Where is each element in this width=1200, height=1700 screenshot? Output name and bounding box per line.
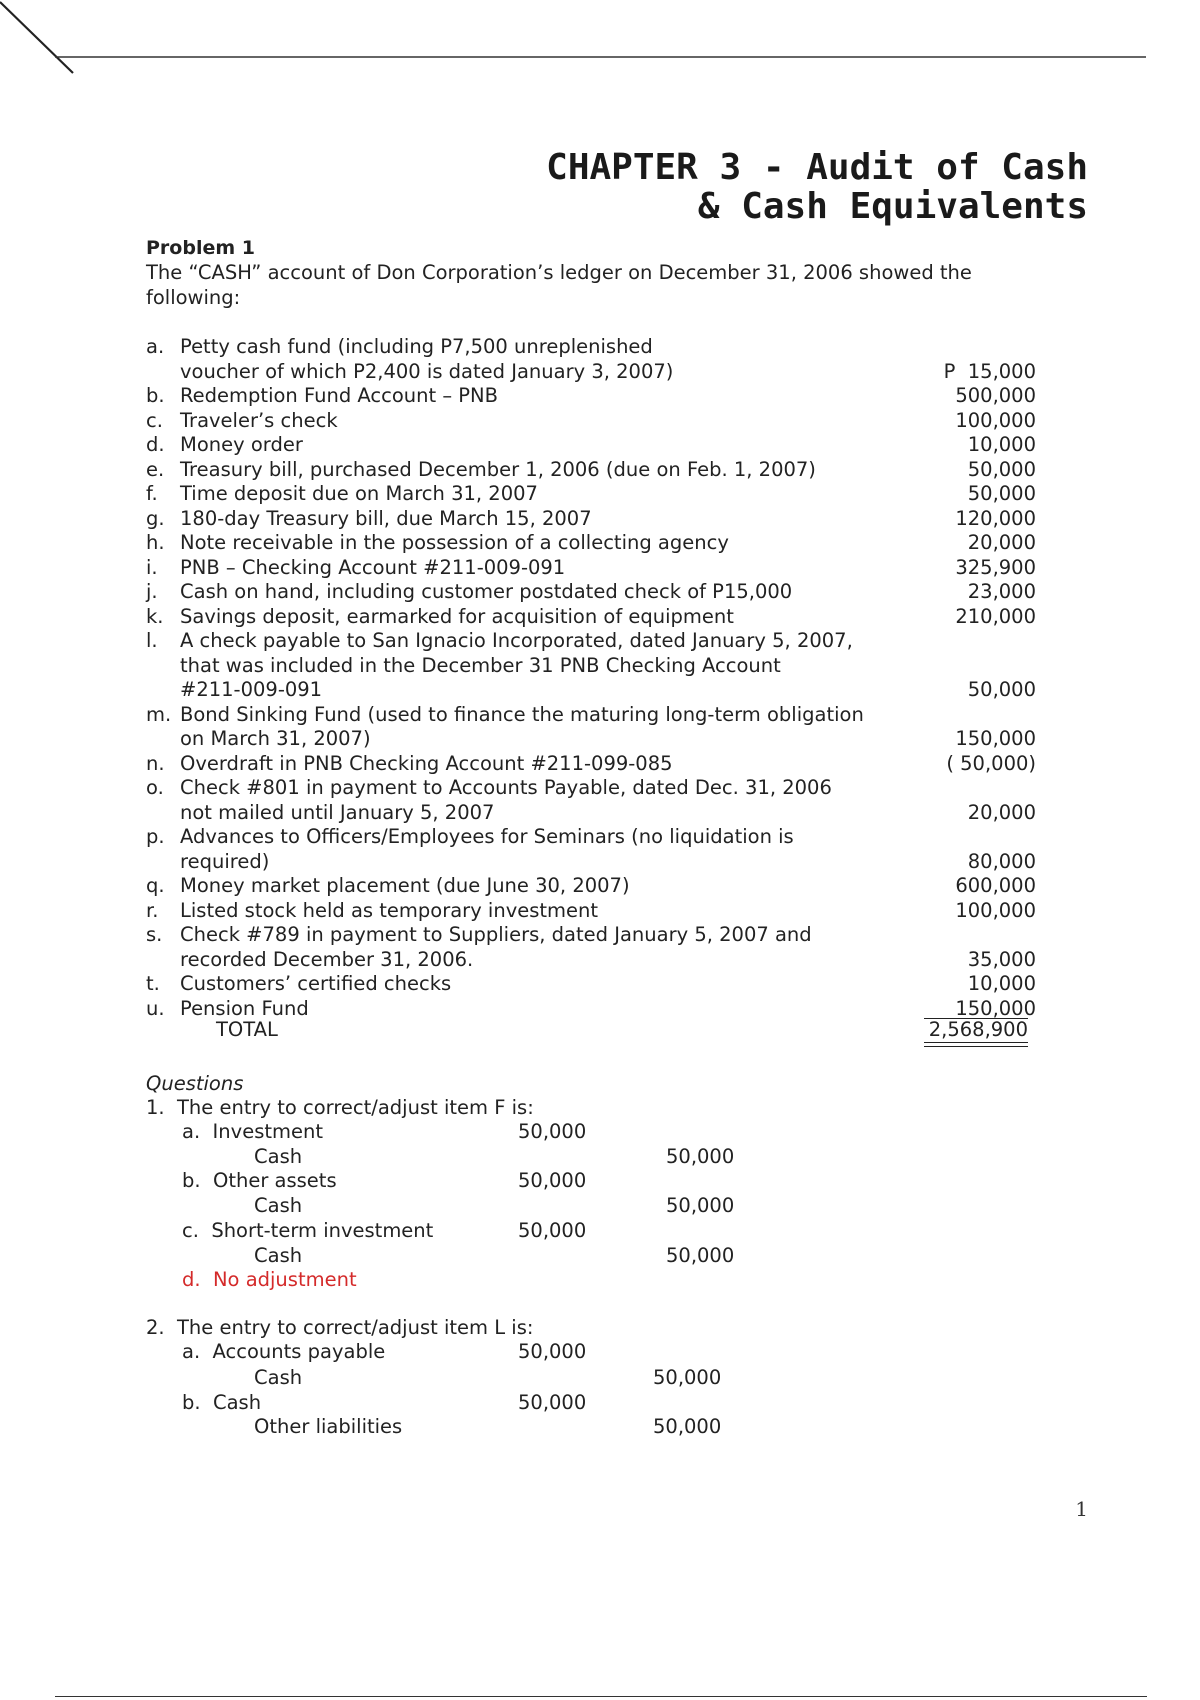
item-amount: 20,000 (967, 800, 1036, 824)
list-item: on March 31, 2007) 150,000 (180, 727, 1036, 750)
chapter-title (546, 148, 1088, 226)
list-item: a. Petty cash fund (including P7,500 unreplenished (146, 335, 653, 358)
problem-intro: The “CASH” account of Don Corporation’s ledger on December 31, 2006 showed the following: (146, 261, 972, 309)
item-amount: 10,000 (967, 433, 1036, 456)
question-1-stem: 1. The entry to correct/adjust item F is: (146, 1096, 534, 1119)
total-label: TOTAL (216, 1018, 278, 1041)
q2-option-b-debit: b. Cash (182, 1391, 262, 1414)
q2-option-a-debit: a. Accounts payable (182, 1340, 386, 1363)
item-amount: 80,000 (967, 849, 1036, 873)
list-item: not mailed until January 5, 2007 20,000 (180, 800, 1036, 824)
item-amount: 35,000 (967, 947, 1036, 971)
q2-option-b-debit-amount: 50,000 (518, 1391, 587, 1414)
item-amount: 325,900 (955, 555, 1036, 579)
item-amount: P 15,000 (943, 359, 1036, 383)
q1-option-b-debit: b. Other assets (182, 1169, 337, 1192)
list-item: m. Bond Sinking Fund (used to finance the maturing long-term obligation (146, 702, 864, 726)
q1-option-c-debit-amount: 50,000 (518, 1219, 587, 1242)
q1-option-c-credit-amount: 50,000 (666, 1244, 735, 1267)
q2-option-a-debit-amount: 50,000 (518, 1340, 587, 1363)
list-item: c. Traveler’s check 100,000 (146, 408, 1036, 432)
q1-option-a-credit-amount: 50,000 (666, 1145, 735, 1168)
item-amount: 500,000 (955, 384, 1036, 407)
footer-rule (55, 1696, 1147, 1697)
q2-option-a-credit-amount: 50,000 (653, 1366, 722, 1389)
q1-option-a-debit-amount: 50,000 (518, 1120, 587, 1143)
q1-option-d-answer: d. No adjustment (182, 1268, 357, 1291)
list-item: p. Advances to Officers/Employees for Seminars (no liquidation is (146, 825, 794, 848)
problem-heading: Problem 1 (146, 237, 255, 259)
item-amount: 20,000 (967, 531, 1036, 554)
item-amount: 50,000 (967, 457, 1036, 481)
q2-option-b-credit: Other liabilities (254, 1415, 403, 1438)
item-amount: 150,000 (955, 727, 1036, 750)
list-item: j. Cash on hand, including customer postdated check of P15,000 23,000 (146, 580, 1036, 603)
list-item: g. 180-day Treasury bill, due March 15, 2007 120,000 (146, 506, 1036, 530)
q1-option-b-credit: Cash (254, 1194, 303, 1217)
question-2-stem: 2. The entry to correct/adjust item L is: (146, 1316, 534, 1339)
list-item: #211-009-091 50,000 (180, 678, 1036, 701)
item-amount: 600,000 (955, 874, 1036, 897)
item-amount: 23,000 (967, 580, 1036, 603)
item-amount: 100,000 (955, 408, 1036, 432)
item-amount: 120,000 (955, 506, 1036, 530)
item-amount: 50,000 (967, 482, 1036, 505)
total-double-rule-2 (924, 1046, 1028, 1047)
list-item: o. Check #801 in payment to Accounts Payable, dated Dec. 31, 2006 (146, 776, 832, 799)
item-amount: 210,000 (955, 604, 1036, 628)
item-amount: ( 50,000) (946, 751, 1036, 775)
list-item: k. Savings deposit, earmarked for acquisition of equipment 210,000 (146, 604, 1036, 628)
list-item: e. Treasury bill, purchased December 1, 2006 (due on Feb. 1, 2007) 50,000 (146, 457, 1036, 481)
list-item: l. A check payable to San Ignacio Incorporated, dated January 5, 2007, (146, 629, 853, 652)
q2-option-a-credit: Cash (254, 1366, 303, 1389)
list-item: recorded December 31, 2006. 35,000 (180, 947, 1036, 971)
list-item: voucher of which P2,400 is dated January 3, 2007) P 15,000 (180, 359, 1036, 383)
list-item: that was included in the December 31 PNB Checking Account (180, 653, 781, 677)
total-amount: 2,568,900 (928, 1018, 1028, 1041)
item-amount: 10,000 (967, 972, 1036, 995)
item-amount: 50,000 (967, 678, 1036, 701)
questions-heading: Questions (146, 1072, 244, 1095)
item-amount: 150,000 (955, 996, 1036, 1020)
list-item: t. Customers’ certified checks 10,000 (146, 972, 1036, 995)
q1-option-b-credit-amount: 50,000 (666, 1194, 735, 1217)
chapter-title-line2: & Cash Equivalents (697, 186, 1088, 227)
list-item: f. Time deposit due on March 31, 2007 50,000 (146, 482, 1036, 505)
list-item: s. Check #789 in payment to Suppliers, dated January 5, 2007 and (146, 923, 812, 946)
list-item: h. Note receivable in the possession of a collecting agency 20,000 (146, 531, 1036, 554)
list-item: q. Money market placement (due June 30, 2007) 600,000 (146, 874, 1036, 897)
q1-option-c-debit: c. Short-term investment (182, 1219, 434, 1242)
page-number: 1 (1075, 1497, 1088, 1521)
q1-option-a-debit: a. Investment (182, 1120, 323, 1143)
list-item: r. Listed stock held as temporary investment 100,000 (146, 898, 1036, 922)
list-item: u. Pension Fund 150,000 (146, 996, 1036, 1020)
q2-option-b-credit-amount: 50,000 (653, 1415, 722, 1438)
items-list (146, 335, 1036, 1021)
list-item: d. Money order 10,000 (146, 433, 1036, 456)
chapter-title-line1: CHAPTER 3 - Audit of Cash (546, 147, 1088, 188)
q1-option-b-debit-amount: 50,000 (518, 1169, 587, 1192)
item-amount: 100,000 (955, 898, 1036, 922)
list-item: b. Redemption Fund Account – PNB 500,000 (146, 384, 1036, 407)
list-item: i. PNB – Checking Account #211-009-091 325,900 (146, 555, 1036, 579)
q1-option-a-credit: Cash (254, 1145, 303, 1168)
header-rule (0, 0, 1200, 90)
total-double-rule-1 (924, 1042, 1028, 1043)
list-item: required) 80,000 (180, 849, 1036, 873)
list-item: n. Overdraft in PNB Checking Account #211-099-085 ( 50,000) (146, 751, 1036, 775)
q1-option-c-credit: Cash (254, 1244, 303, 1267)
